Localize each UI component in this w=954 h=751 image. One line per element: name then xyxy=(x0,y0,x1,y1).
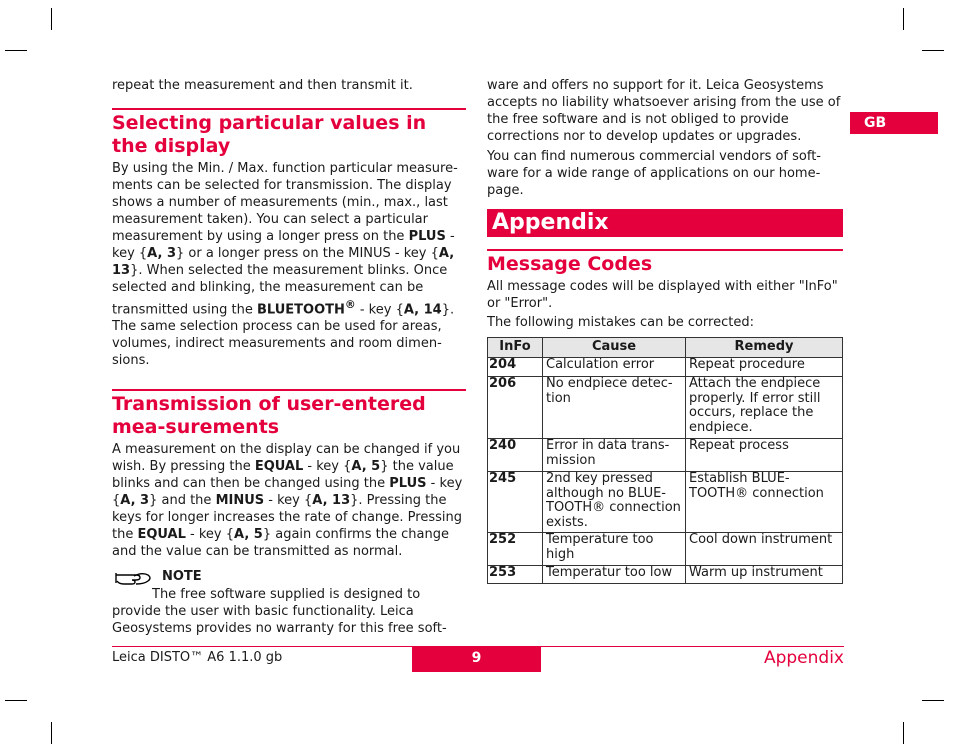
cause-cell: Temperatur too low xyxy=(543,566,686,584)
section-title: Transmission of user-entered mea-surements xyxy=(112,393,426,439)
remedy-cell: Repeat process xyxy=(686,439,843,472)
section-title: Message Codes xyxy=(487,253,653,275)
cause-cell: 2nd key pressed although no BLUE-TOOTH® connection exists. xyxy=(543,472,686,533)
section-body: By using the Min. / Max. function particular measure-ments can be selected for transmission. The display shows a number of measurements (min., max., last measurement taken). You can select a particular measurement by using a longer press on the PLUS - key {A, 3} or a longer press on the MINUS - key {A, 13}. When selected the measurement blinks. Once selected and blinking, the measurement can be transmitted using the BLUETOOTH® - key {A, 14}. The same selection process can be used for areas, volumes, indirect measurements and room dimen-sions. xyxy=(112,161,458,369)
crop-mark xyxy=(903,722,904,744)
table-row xyxy=(488,472,843,533)
crop-mark xyxy=(5,700,27,701)
table-row xyxy=(488,566,843,584)
remedy-cell: Cool down instrument xyxy=(686,533,843,566)
section-body: A measurement on the display can be changed if you wish. By pressing the EQUAL - key {A, 5} the value blinks and can then be changed using the PLUS - key {A, 3} and the MINUS - key {A, 13}. Pressing the keys for longer increases the rate of change. Pressing the EQUAL - key {A, 5} again confirms the change and the value can be transmitted as normal. xyxy=(112,442,463,560)
cause-cell: Calculation error xyxy=(543,358,686,377)
left-column xyxy=(112,77,466,637)
column-header: Cause xyxy=(543,338,686,358)
message-codes-table xyxy=(487,337,843,584)
note-label: NOTE xyxy=(162,569,202,585)
table-row xyxy=(488,533,843,566)
pointing-hand-icon xyxy=(114,568,158,586)
code-cell: 245 xyxy=(488,472,543,533)
table-row xyxy=(488,377,843,439)
crop-mark xyxy=(5,50,27,51)
column-header: InFo xyxy=(488,338,543,358)
footer-product: Leica DISTO™ A6 1.1.0 gb xyxy=(112,650,283,665)
table-row xyxy=(488,439,843,472)
note-text: The free software supplied is designed to xyxy=(152,587,421,603)
right-column xyxy=(487,77,843,584)
remedy-cell: Repeat procedure xyxy=(686,358,843,377)
code-cell: 252 xyxy=(488,533,543,566)
crop-mark xyxy=(922,50,944,51)
section-message-codes xyxy=(487,249,843,584)
section-selecting-values xyxy=(112,108,466,369)
code-cell: 204 xyxy=(488,358,543,377)
remedy-cell: Warm up instrument xyxy=(686,566,843,584)
intro-text: repeat the measurement and then transmit it. xyxy=(112,78,413,93)
crop-mark xyxy=(903,8,904,30)
cause-cell: Error in data trans-mission xyxy=(543,439,686,472)
paragraph: The following mistakes can be corrected: xyxy=(487,315,754,330)
language-tab: GB xyxy=(850,112,938,134)
paragraph: All message codes will be displayed with either "InFo" or "Error". xyxy=(487,279,838,311)
crop-mark xyxy=(51,8,52,30)
paragraph: ware and offers no support for it. Leica Geosystems accepts no liability whatsoever arising from the use of the free software and is not obliged to provide corrections nor to develop updates or upgrades. xyxy=(487,78,841,144)
section-transmission xyxy=(112,389,466,560)
table-header-row xyxy=(488,338,843,358)
cause-cell: Temperature too high xyxy=(543,533,686,566)
crop-mark xyxy=(51,722,52,744)
appendix-title-bar: Appendix xyxy=(487,209,843,237)
column-header: Remedy xyxy=(686,338,843,358)
crop-mark xyxy=(922,700,944,701)
section-title: Selecting particular values in the display xyxy=(112,112,427,157)
paragraph: You can find numerous commercial vendors of soft-ware for a wide range of applications on our home-page. xyxy=(487,149,822,198)
cause-cell: No endpiece detec-tion xyxy=(543,377,686,439)
page-number: 9 xyxy=(412,647,541,672)
note-text-continued: provide the user with basic functionality. Leica Geosystems provides no warranty for this free soft- xyxy=(112,604,447,637)
remedy-cell: Attach the endpiece properly. If error still occurs, replace the endpiece. xyxy=(686,377,843,439)
footer-chapter: Appendix xyxy=(763,648,844,668)
note-box xyxy=(112,568,466,637)
code-cell: 240 xyxy=(488,439,543,472)
code-cell: 253 xyxy=(488,566,543,584)
code-cell: 206 xyxy=(488,377,543,439)
remedy-cell: Establish BLUE-TOOTH® connection xyxy=(686,472,843,533)
table-row xyxy=(488,358,843,377)
